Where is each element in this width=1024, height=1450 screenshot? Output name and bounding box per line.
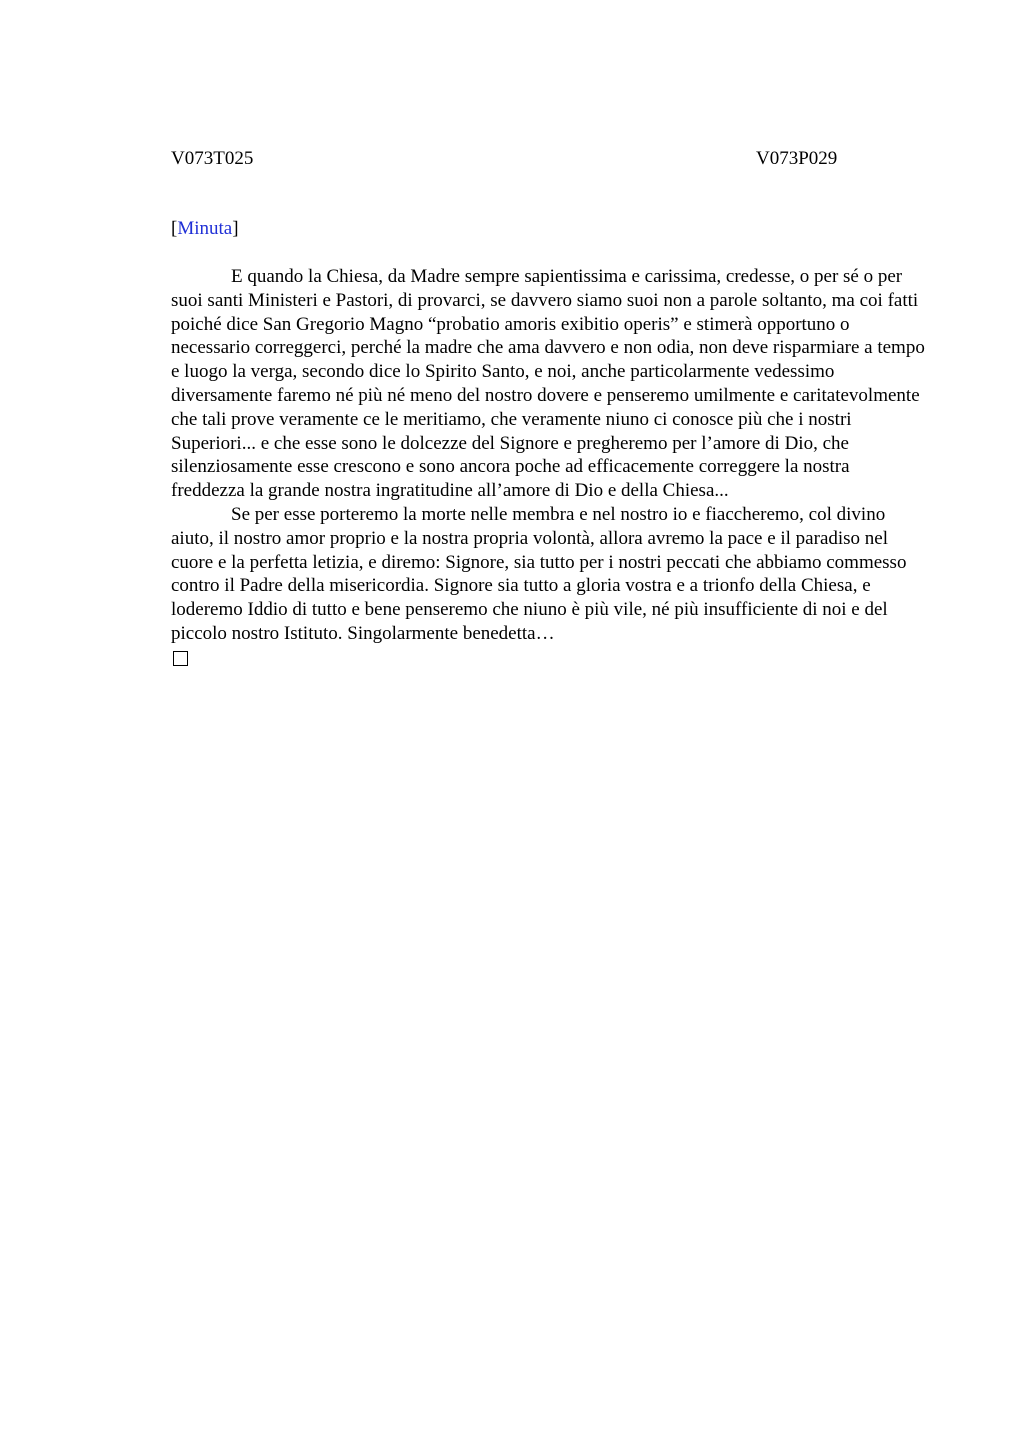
close-bracket: ] [232,218,239,239]
document-header [171,143,927,171]
minuta-label [171,217,927,241]
paragraph-1: E quando la Chiesa, da Madre sempre sapientissima e carissima, credesse, o per sé o per suoi santi Ministeri e Pastori, di provarci, se davvero siamo suoi non a parole soltanto, ma coi fatti poiché dice San Gregorio Magno “probatio amoris exibitio operis” e stimerà opportuno o necessario correggerci, perché la madre che ama davvero e non odia, non deve risparmiare a tempo e luogo la verga, secondo dice lo Spirito Santo, e noi, anche particolarmente vedessimo diversamente faremo né più né meno del nostro dovere e penseremo umilmente e caritatevolmente che tali prove veramente ce le meritiamo, che veramente niuno ci conosce più che i nostri Superiori... e che esse sono le dolcezze del Signore e pregheremo per l’amore di Dio, che silenziosamente esse crescono e sono ancora poche ad efficacemente correggere la nostra freddezza la grande nostra ingratitudine all’amore di Dio e della Chiesa... [171,266,925,502]
open-bracket: [ [171,218,178,239]
empty-square-icon [173,651,188,666]
minuta-link[interactable]: Minuta [177,218,233,239]
document-page [171,143,927,666]
paragraph-2: Se per esse porteremo la morte nelle membra e nel nostro io e fiaccheremo, col divino aiuto, il nostro amor proprio e la nostra propria volontà, allora avremo la pace e il paradiso nel cuore e la perfetta letizia, e diremo: Signore, sia tutto per i nostri peccati che abbiamo commesso contro il Padre della misericordia. Signore sia tutto a gloria vostra e a trionfo della Chiesa, e loderemo Iddio di tutto e bene penseremo che niuno è più vile, né più insufficiente di noi e del piccolo nostro Istituto. Singolarmente benedetta… [171,503,907,644]
document-body [171,265,927,646]
document-code-right: V073P029 [756,148,838,169]
document-code-left: V073T025 [171,148,254,169]
